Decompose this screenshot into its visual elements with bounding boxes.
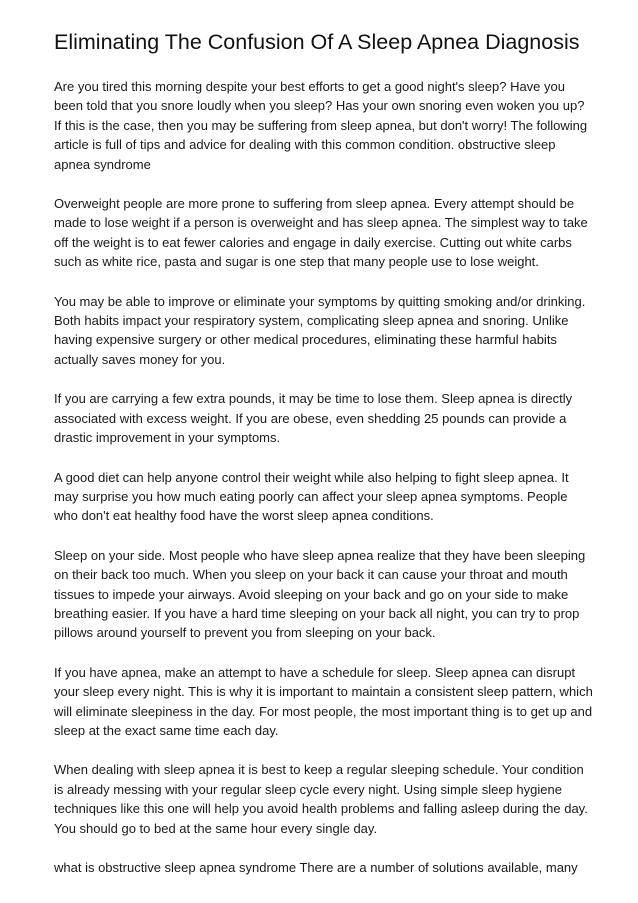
paragraph-weight: Overweight people are more prone to suffering from sleep apnea. Every attempt should be made to lose weight if a person is overweight and has sleep apnea. The simplest way to take off the weight is to eat fewer calories and engage in daily exercise. Cutting out white carbs such as white rice, pasta and sugar is one step that many people use to lose weight. <box>54 196 588 270</box>
paragraph-regular-sleep: When dealing with sleep apnea it is best to keep a regular sleeping schedule. Your condition is already messing with your regular sleep cycle every night. Using simple sleep hygiene techniques like this one will help you avoid health problems and falling asleep during the day. You should go to bed at the same hour every single day. <box>54 762 588 836</box>
paragraph-intro: Are you tired this morning despite your best efforts to get a good night's sleep? Have you been told that you snore loudly when you sleep? Has your own snoring even woken you up? If this is the case, then you may be suffering from sleep apnea, but don't worry! The following article is full of tips and advice for dealing with this common condition. obstructive sleep apnea syndrome <box>54 79 588 172</box>
paragraph-extra-pounds: If you are carrying a few extra pounds, it may be time to lose them. Sleep apnea is directly associated with excess weight. If you are obese, even shedding 25 pounds can provide a drastic improvement in your symptoms. <box>54 391 573 446</box>
paragraph-solutions: what is obstructive sleep apnea syndrome There are a number of solutions available, many <box>54 860 578 875</box>
paragraph-schedule: If you have apnea, make an attempt to have a schedule for sleep. Sleep apnea can disrupt your sleep every night. This is why it is important to maintain a consistent sleep pattern, which will eliminate sleepiness in the day. For most people, the most important thing is to get up and sleep at the exact same time each day. <box>54 664 593 738</box>
page-title: Eliminating The Confusion Of A Sleep Apnea Diagnosis <box>54 30 580 54</box>
paragraph-diet: A good diet can help anyone control their weight while also helping to fight sleep apnea. It may surprise you how much eating poorly can affect your sleep apnea symptoms. People who don't eat healthy food have the worst sleep apnea conditions. <box>54 469 569 524</box>
document-page <box>54 28 594 897</box>
paragraph-side-sleeping: Sleep on your side. Most people who have sleep apnea realize that they have been sleeping on their back too much. When you sleep on your back it can cause your throat and mouth tissues to impede your airways. Avoid sleeping on your back and go on your side to make breathing easier. If you have a hard time sleeping on your back all night, you can try to prop pillows around yourself to prevent you from sleeping on your back. <box>54 547 586 641</box>
paragraph-smoking: You may be able to improve or eliminate your symptoms by quitting smoking and/or drinking. Both habits impact your respiratory system, complicating sleep apnea and snoring. Unlike having expensive surgery or other medical procedures, eliminating these harmful habits actually saves money for you. <box>54 293 586 367</box>
